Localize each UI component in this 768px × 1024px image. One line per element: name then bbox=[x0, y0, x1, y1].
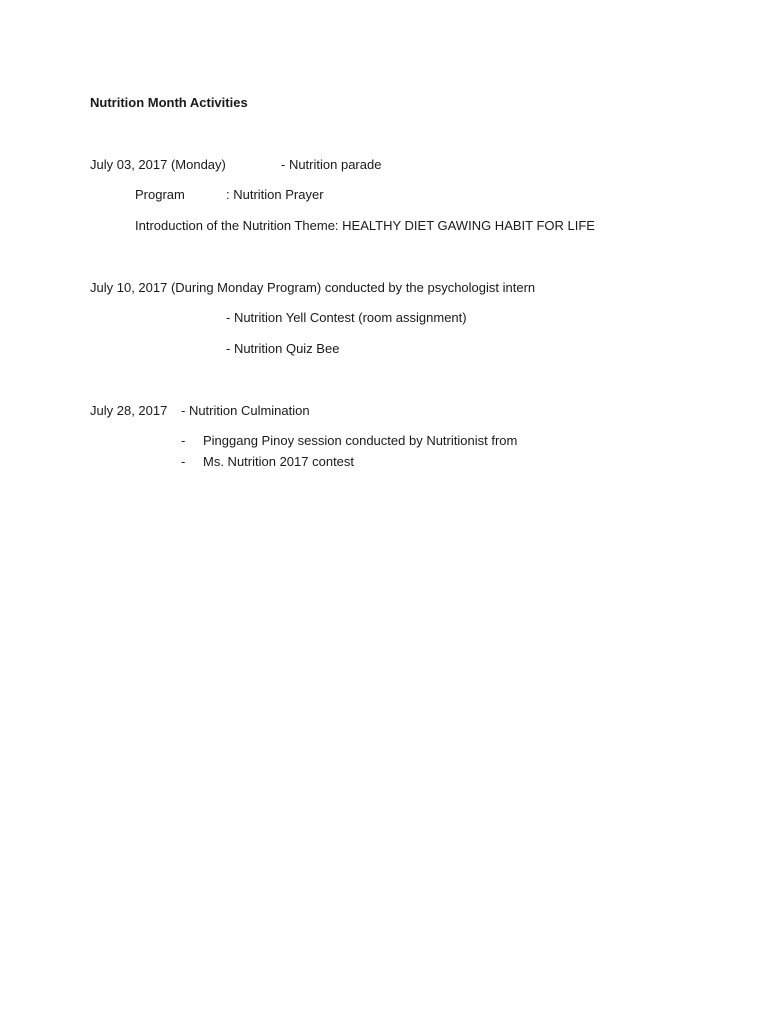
section2-item-quiz-bee: - Nutrition Quiz Bee bbox=[226, 341, 340, 356]
section1-program-label: Program bbox=[135, 187, 185, 202]
section3-activity: - Nutrition Culmination bbox=[181, 403, 310, 418]
section1-activity: - Nutrition parade bbox=[281, 157, 382, 172]
bullet-dash: - bbox=[181, 454, 186, 469]
section3-date: July 28, 2017 bbox=[90, 403, 168, 418]
section1-introduction: Introduction of the Nutrition Theme: HEALTHY DIET GAWING HABIT FOR LIFE bbox=[135, 218, 595, 233]
section2-item-yell-contest: - Nutrition Yell Contest (room assignment) bbox=[226, 310, 467, 325]
section3-item-pinggang-pinoy: Pinggang Pinoy session conducted by Nutritionist from bbox=[203, 433, 518, 448]
section2-header: July 10, 2017 (During Monday Program) conducted by the psychologist intern bbox=[90, 280, 536, 295]
section1-date: July 03, 2017 (Monday) bbox=[90, 157, 226, 172]
document-title: Nutrition Month Activities bbox=[90, 95, 248, 110]
bullet-dash: - bbox=[181, 433, 186, 448]
section3-item-ms-nutrition: Ms. Nutrition 2017 contest bbox=[203, 454, 355, 469]
section1-program-value: : Nutrition Prayer bbox=[226, 187, 324, 202]
